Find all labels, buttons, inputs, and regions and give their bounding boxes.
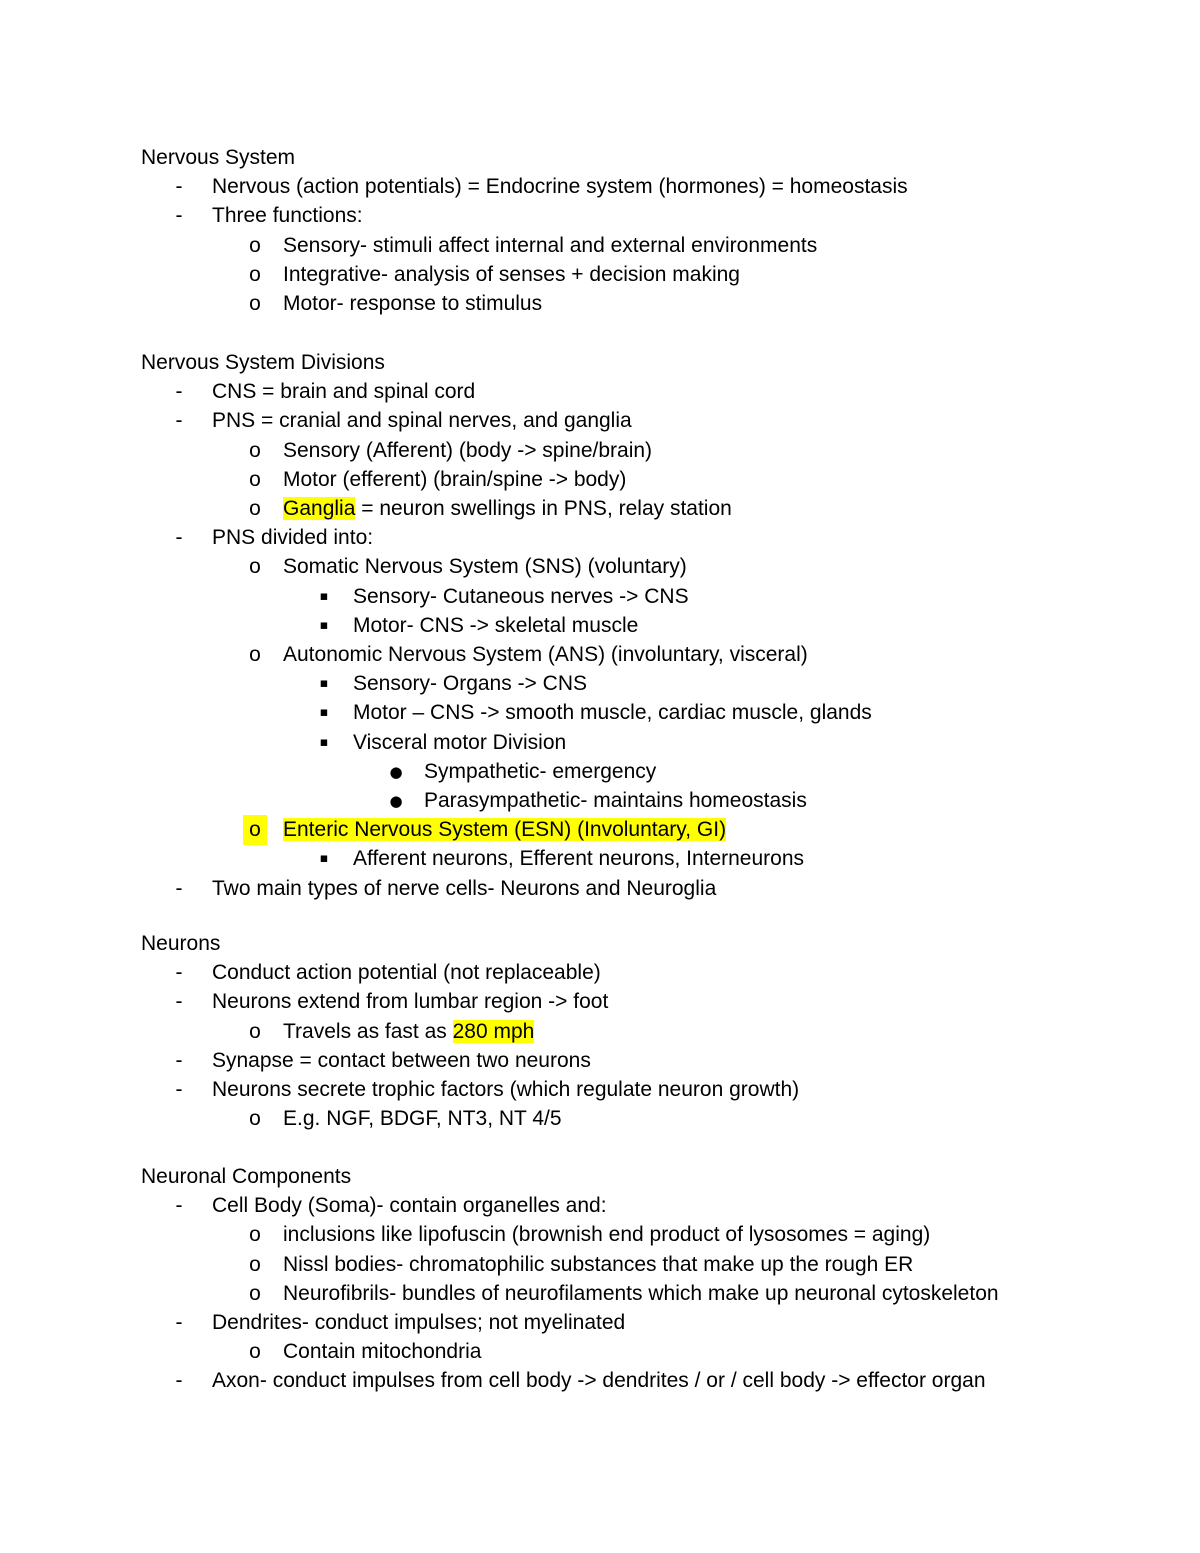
section-heading: Nervous System Divisions [141, 351, 385, 374]
list-item [353, 669, 587, 699]
list-marker: o [249, 1223, 261, 1246]
list-item [212, 377, 475, 407]
list-item [353, 582, 689, 612]
list-item-text: Neurofibrils- bundles of neurofilaments which make up neuronal cytoskeleton [283, 1282, 999, 1305]
list-marker: ● [389, 763, 403, 781]
list-item-text: Autonomic Nervous System (ANS) (involuntary, visceral) [283, 643, 808, 666]
list-item-text: PNS = cranial and spinal nerves, and ganglia [212, 409, 632, 432]
list-marker: - [175, 409, 183, 432]
list-item-text: Conduct action potential (not replaceable) [212, 961, 601, 984]
list-item [424, 786, 807, 816]
list-marker: o [249, 292, 261, 315]
list-item-text: Synapse = contact between two neurons [212, 1049, 591, 1072]
highlighted-text: Enteric Nervous System (ESN) (Involuntary, GI) [283, 818, 727, 841]
list-item [283, 1337, 481, 1367]
list-item-text: Sensory- Organs -> CNS [353, 672, 587, 695]
list-item [283, 1250, 913, 1280]
list-item [424, 757, 656, 787]
list-item [283, 1017, 534, 1047]
list-item-text: CNS = brain and spinal cord [212, 380, 476, 403]
list-marker: o [243, 815, 267, 845]
list-marker: ▪ [319, 676, 329, 691]
list-item-text: Axon- conduct impulses from cell body -> dendrites / or / cell body -> effector organ [212, 1369, 986, 1392]
list-marker: o [249, 263, 261, 286]
list-item [283, 1220, 930, 1250]
list-marker: o [249, 439, 261, 462]
list-item [212, 201, 363, 231]
list-item-text: = neuron swellings in PNS, relay station [355, 497, 732, 520]
list-item-text: Sensory (Afferent) (body -> spine/brain) [283, 439, 653, 462]
list-item [212, 1366, 986, 1396]
list-marker: ▪ [319, 735, 329, 750]
section-heading: Nervous System [141, 146, 296, 169]
list-item [212, 406, 632, 436]
list-item-text: Visceral motor Division [353, 731, 567, 754]
list-marker: ▪ [319, 705, 329, 720]
list-item-text: Motor – CNS -> smooth muscle, cardiac muscle, glands [353, 701, 872, 724]
list-item-text: Sensory- stimuli affect internal and external environments [283, 234, 818, 257]
list-marker: o [249, 1253, 261, 1276]
list-item-text: Somatic Nervous System (SNS) (voluntary) [283, 555, 687, 578]
list-item [212, 523, 373, 553]
list-marker: - [175, 204, 183, 227]
highlighted-text: Ganglia [283, 497, 356, 520]
list-item-text: Nervous (action potentials) = Endocrine system (hormones) = homeostasis [212, 175, 908, 198]
list-marker: - [175, 877, 183, 900]
list-marker: - [175, 175, 183, 198]
list-item-text: Neurons secrete trophic factors (which regulate neuron growth) [212, 1078, 800, 1101]
list-item-text: Two main types of nerve cells- Neurons and Neuroglia [212, 877, 717, 900]
list-marker: o [249, 234, 261, 257]
list-marker: - [175, 1194, 183, 1217]
list-marker: ▪ [319, 589, 329, 604]
list-marker: ▪ [319, 851, 329, 866]
list-item [283, 815, 726, 845]
list-item [212, 172, 908, 202]
list-marker: o [249, 497, 261, 520]
list-marker: - [175, 1311, 183, 1334]
list-item [283, 289, 542, 319]
list-marker: - [175, 526, 183, 549]
list-item [283, 465, 626, 495]
list-item [212, 1046, 591, 1076]
list-item-text: Motor- response to stimulus [283, 292, 543, 315]
list-marker: o [249, 1020, 261, 1043]
list-item-text: PNS divided into: [212, 526, 374, 549]
list-item [212, 1075, 799, 1105]
list-marker: o [249, 1282, 261, 1305]
list-item [283, 640, 808, 670]
list-marker: o [249, 1340, 261, 1363]
list-item [353, 728, 566, 758]
list-item-text: Afferent neurons, Efferent neurons, Interneurons [353, 847, 805, 870]
list-item-text: Nissl bodies- chromatophilic substances that make up the rough ER [283, 1253, 914, 1276]
list-item [353, 698, 872, 728]
list-item-text: Sensory- Cutaneous nerves -> CNS [353, 585, 689, 608]
list-marker: - [175, 1369, 183, 1392]
list-item-text: Motor (efferent) (brain/spine -> body) [283, 468, 627, 491]
list-item [353, 611, 638, 641]
list-marker: ● [389, 792, 403, 810]
list-marker: o [249, 1107, 261, 1130]
list-marker: ▪ [319, 618, 329, 633]
list-item-text: Neurons extend from lumbar region -> foot [212, 990, 609, 1013]
list-item [283, 1104, 562, 1134]
list-item-text: Motor- CNS -> skeletal muscle [353, 614, 639, 637]
highlighted-text: 280 mph [452, 1020, 535, 1043]
list-marker: o [249, 643, 261, 666]
list-marker: - [175, 961, 183, 984]
list-item-text: Three functions: [212, 204, 363, 227]
list-item [283, 260, 740, 290]
list-marker: - [175, 990, 183, 1013]
list-item-text: Sympathetic- emergency [424, 760, 657, 783]
list-item [283, 494, 732, 524]
list-item-text: Integrative- analysis of senses + decision making [283, 263, 740, 286]
list-item [212, 1308, 625, 1338]
list-item [283, 1279, 999, 1309]
list-item [283, 552, 687, 582]
list-marker: o [249, 555, 261, 578]
list-item-text: inclusions like lipofuscin (brownish end product of lysosomes = aging) [283, 1223, 931, 1246]
list-item-text: Contain mitochondria [283, 1340, 482, 1363]
list-marker: - [175, 1078, 183, 1101]
list-item [283, 231, 817, 261]
list-item [212, 958, 601, 988]
list-marker: - [175, 380, 183, 403]
section-heading: Neurons [141, 932, 221, 955]
list-item-text: E.g. NGF, BDGF, NT3, NT 4/5 [283, 1107, 562, 1130]
list-item-text: Travels as fast as [283, 1020, 453, 1043]
list-marker: - [175, 1049, 183, 1072]
list-item [212, 1191, 607, 1221]
section-heading: Neuronal Components [141, 1165, 352, 1188]
list-item-text: Dendrites- conduct impulses; not myelinated [212, 1311, 626, 1334]
list-item [212, 874, 716, 904]
list-marker: o [249, 468, 261, 491]
list-item-text: Cell Body (Soma)- contain organelles and: [212, 1194, 607, 1217]
list-item [212, 987, 608, 1017]
list-item [353, 844, 804, 874]
list-item-text: Parasympathetic- maintains homeostasis [424, 789, 807, 812]
list-item [283, 436, 652, 466]
